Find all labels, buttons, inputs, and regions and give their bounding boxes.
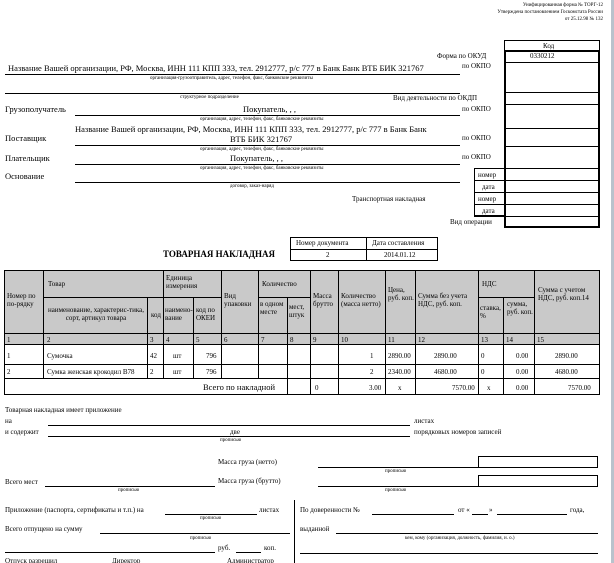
op-type-label: Вид операции [450, 218, 492, 226]
consignee-label: Грузополучатель [5, 104, 66, 114]
quote-close: » [489, 506, 493, 514]
two-value: две [230, 428, 240, 436]
issued-label: выданной [300, 525, 330, 533]
mass-net-label: Масса груза (нетто) [218, 458, 277, 466]
doc-title: ТОВАРНАЯ НАКЛАДНАЯ [163, 249, 275, 259]
propis-hint-2: прописью [385, 469, 407, 474]
org-hint: организация-грузоотправитель, адрес, телефон, факс, банковские реквизиты [150, 76, 313, 81]
okdp-label: Вид деятельности по ОКДП [393, 94, 478, 102]
consignee-value: Покупатель, , , [243, 104, 296, 114]
attachment-label: Товарная накладная имеет приложение [5, 406, 122, 414]
basis-hint: договор, заказ-наряд [230, 184, 274, 189]
kop-label: коп. [264, 544, 277, 552]
col-vat-sum: сумма, руб. коп. [507, 300, 533, 316]
mass-net-box [478, 456, 598, 468]
date-label-1: дата [482, 183, 495, 191]
col-qty-one: в одном месте [260, 300, 284, 316]
supplier-label: Поставщик [5, 133, 47, 143]
total-places-label: Всего мест [5, 478, 38, 486]
sheets2-label: листах [259, 506, 280, 514]
admin-label: Администратор [227, 557, 274, 563]
col-goods-name: наименование, характерис-тика, сорт, артикул товара [47, 306, 145, 322]
total-label: Всего по накладной [203, 382, 276, 392]
issued-hint: кем, кому (организация, должность, фамилия, и. о.) [405, 536, 515, 541]
col-vat-rate: ставка, % [480, 304, 501, 320]
released-by-label: Отпуск разрешил [5, 557, 58, 563]
code-column [504, 50, 600, 228]
supplier-value-1: Название Вашей организации, РФ, Москва, ИНН 111 КПП 333, тел. 2912777, р/с 777 в Банк Банк [75, 124, 427, 134]
director-label: Директор [112, 557, 141, 563]
doc-date-header: Дата составления [372, 239, 425, 247]
propis-hint-3: прописью [118, 488, 140, 493]
org-name: Название Вашей организации, РФ, Москва, ИНН 111 КПП 333, тел. 2912777, р/с 777 в Банк Банк ВТБ БИК 321767 [8, 63, 424, 73]
col-net: Количество (масса нетто) [341, 292, 381, 308]
mass-gross-label: Масса груза (брутто) [218, 477, 281, 485]
sheets-label: листах [414, 417, 435, 425]
contains-label: и содержит [5, 428, 39, 436]
okud-value: 0330212 [530, 52, 555, 60]
propis-hint-5: прописью [200, 516, 222, 521]
unified-form-label: Унифицированная форма № ТОРГ-12 [522, 3, 603, 8]
col-sum-vat: Сумма с учетом НДС, руб. коп.14 [538, 286, 589, 302]
col-row-no: Номер по по-рядку [7, 292, 36, 308]
poa-label: По доверенности № [300, 506, 360, 514]
payer-hint: организация, адрес, телефон, факс, банковские реквизиты [200, 166, 324, 171]
code-header-cell: Код [504, 40, 600, 51]
okpo-label-1: по ОКПО [462, 62, 491, 70]
propis-hint-4: прописью [385, 488, 407, 493]
records-label: порядковых номеров записей [414, 428, 502, 436]
col-goods: Товар [48, 280, 66, 288]
torg12-document: Унифицированная форма № ТОРГ-12 Утверждена постановлением Госкомстата России от 25.12.98 № 132 Код Форма по ОКУД 0330212 по ОКПО Вид деятельности по ОКДП по ОКПО по ОКПО по ОКПО номер дата номер дата Транспортная накладная Вид операции Название Вашей организации, РФ, Москва, ИНН 111 КПП 333, тел. 2912777, р/с 777 в Банк Банк ВТБ БИК 321767 организация-грузоотправитель, адрес, телефон, факс, банковские реквизиты структурное подразделение Грузополучатель Покупатель, , , организация, адрес, телефон, факс, банковские реквизиты Название Вашей организации, РФ, Москва, ИНН 111 КПП 333, тел. 2912777, р/с 777 в Банк Банк Поставщик ВТБ БИК 321767 организация, адрес, телефон, факс, банковские реквизиты Плательщик Покупатель, , , организация, адрес, телефон, факс, банковские реквизиты Основание договор, заказ-наряд ТОВАРНАЯ НАКЛАДНАЯ Номер документа Дата составления 2 2014.01.12 Номер по по-рядку Товар наименование, характерис-тика, сорт, артикул товара код Единица измерения наимено-вание код по ОКЕИ Вид упаковки Количество в одном месте мест, штук Масса брутто Количество (масса нетто) Цена, руб. коп. Сумма без учета НДС, руб. коп. НДС ставка, % сумма, руб. коп. Сумма с учетом НДС, руб. коп.14 1 2 3 4 5 6 7 8 9 10 11 12 13 14 15 1 Сумочка 42 шт 796 1 2890.00 2890.00 0 0.00 2890.00 2 Сумка женская крокодил В78 2 шт 796 2 2340.00 4680.00 0 0.00 4680.00 Всего по накладной 0 3.00 x 7570.00 x 0.00 7570.00 Товарная накладная имеет приложение на листах и содержит две порядковых номеров записей прописью Масса груза (нетто) прописью Всего мест Масса груза (брутто) прописью прописью Приложение (паспорта, сертификаты и т.п.) на листах прописью Всего отпущено на сумму прописью руб. коп. Отпуск разрешил Директор Администратор По доверенности № от « » года, выданной кем, кому (организация, должность, фамилия, и. о.) [0, 0, 614, 563]
okpo-label-3: по ОКПО [462, 134, 491, 142]
col-unit: Единица измерения [166, 274, 198, 290]
payer-value: Покупатель, , , [230, 153, 283, 163]
col-qty-places: мест, штук [289, 303, 305, 319]
col-unit-name: наимено-вание [165, 306, 193, 322]
basis-label: Основание [5, 171, 45, 181]
payer-label: Плательщик [5, 153, 50, 163]
doc-date: 2014.01.12 [384, 251, 416, 259]
col-unit-okei: код по ОКЕИ [196, 306, 216, 322]
subdivision-hint: структурное подразделение [180, 95, 239, 100]
okud-label: Форма по ОКУД [437, 52, 487, 60]
from-label: от « [458, 506, 470, 514]
propis-hint-1: прописью [220, 438, 242, 443]
col-vat: НДС [482, 280, 497, 288]
supplier-hint: организация, адрес, телефон, факс, банковские реквизиты [200, 147, 324, 152]
attach-docs-label: Приложение (паспорта, сертификаты и т.п.) на [5, 506, 144, 514]
doc-number: 2 [326, 251, 330, 259]
year-label: года, [570, 506, 585, 514]
row-goods-name: Сумочка [47, 352, 73, 360]
col-goods-code: код [151, 311, 161, 319]
supplier-value-2: ВТБ БИК 321767 [230, 134, 293, 144]
na-label: на [5, 417, 12, 425]
propis-hint-6: прописью [190, 536, 212, 541]
total-released-label: Всего отпущено на сумму [5, 525, 83, 533]
row-goods-name: Сумка женская крокодил В78 [47, 368, 135, 376]
number-label-1: номер [478, 171, 497, 179]
okpo-label-4: по ОКПО [462, 153, 491, 161]
transport-label: Транспортная накладная [352, 195, 426, 203]
date-label-2: дата [482, 207, 495, 215]
col-sum-no-vat: Сумма без учета НДС, руб. коп. [418, 292, 468, 308]
mass-gross-box [478, 475, 598, 487]
number-label-2: номер [478, 195, 497, 203]
approved-by-label: Утверждена постановлением Госкомстата России [497, 10, 603, 15]
consignee-hint: организация, адрес, телефон, факс, банковские реквизиты [200, 117, 324, 122]
approved-date-label: от 25.12.98 № 132 [564, 17, 603, 22]
doc-number-header: Номер документа [296, 239, 349, 247]
col-qty: Количество [262, 280, 297, 288]
rub-label: руб. [218, 544, 231, 552]
col-gross: Масса брутто [313, 292, 333, 308]
col-pack-type: Вид упаковки [224, 292, 252, 308]
col-price: Цена, руб. коп. [388, 286, 414, 302]
okpo-label-2: по ОКПО [462, 105, 491, 113]
